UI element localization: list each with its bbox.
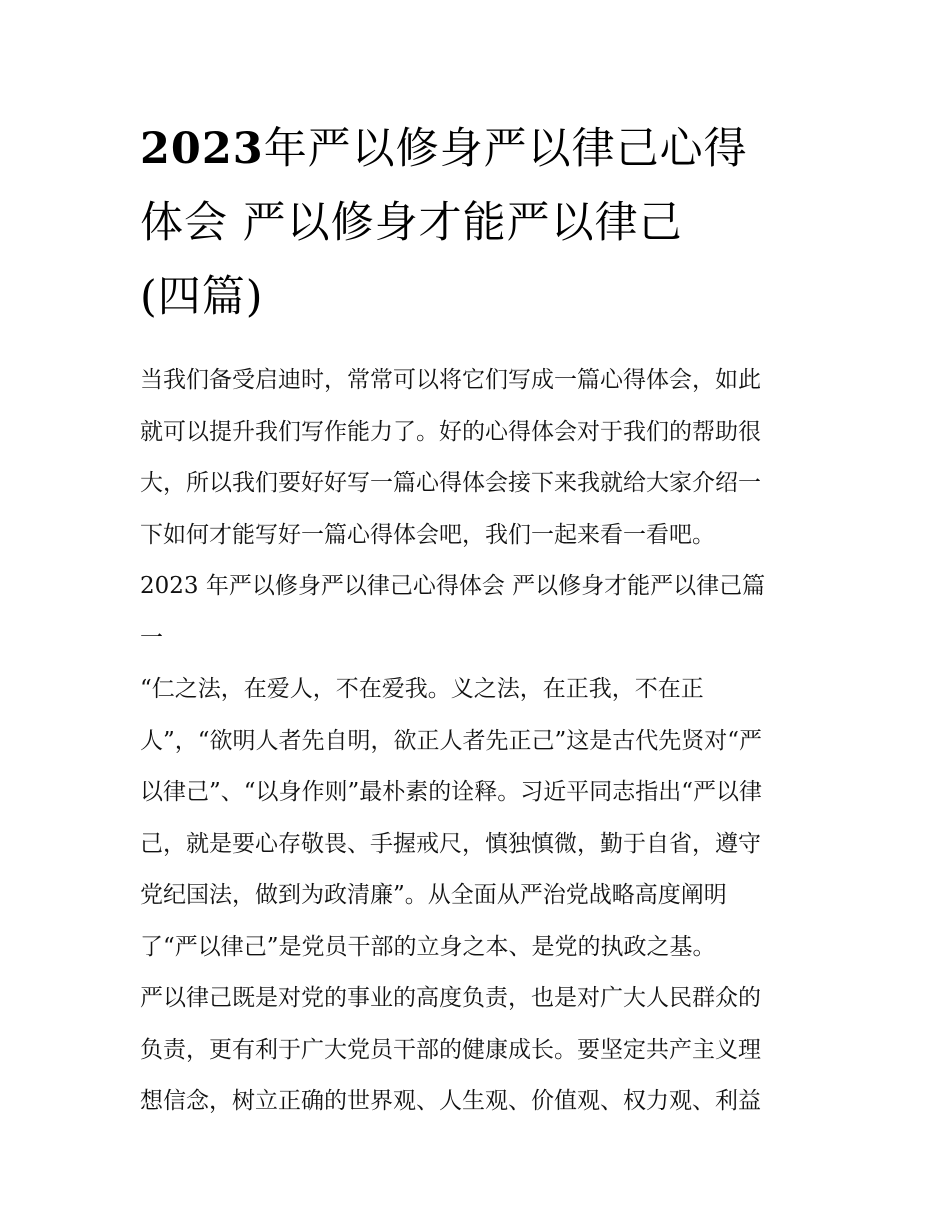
body-line: 以律己”、“以身作则”最朴素的诠释。习近平同志指出“严以律	[140, 779, 763, 805]
body-line: 下如何才能写好一篇心得体会吧，我们一起来看一看吧。	[140, 521, 715, 548]
title-line-1-text: 年严以修身严以律己心得	[263, 124, 748, 174]
body-line: 就可以提升我们写作能力了。好的心得体会对于我们的帮助很	[140, 418, 761, 445]
title-line-3: (四篇)	[140, 272, 264, 322]
section-heading-line: 一	[140, 624, 163, 651]
body-line: 想信念，树立正确的世界观、人生观、价值观、权力观、利益	[140, 1088, 761, 1114]
body-line: 人”，“欲明人者先自明，欲正人者先正己”这是古代先贤对“严	[140, 727, 763, 754]
body-line: “仁之法，在爱人，不在爱我。义之法，在正我，不在正	[140, 676, 704, 702]
body-line: 严以律己既是对党的事业的高度负责，也是对广大人民群众的	[140, 985, 761, 1011]
body-line: 党纪国法，做到为政清廉”。从全面从严治党战略高度阐明	[140, 882, 727, 908]
title-line-2: 体会 严以修身才能严以律己	[140, 198, 683, 248]
body-line: 当我们备受启迪时，常常可以将它们写成一篇心得体会，如此	[140, 367, 761, 393]
body-line: 己，就是要心存敬畏、手握戒尺，慎独慎微，勤于自省，遵守	[140, 830, 761, 857]
document-title	[140, 112, 820, 334]
title-line-1	[140, 112, 820, 186]
body-line: 负责，更有利于广大党员干部的健康成长。要坚定共产主义理	[140, 1036, 761, 1063]
body-line: 了“严以律己”是党员干部的立身之本、是党的执政之基。	[140, 933, 716, 960]
title-year: 2023	[140, 124, 264, 174]
section-heading-line: 2023 年严以修身严以律己心得体会 严以修身才能严以律己篇	[140, 573, 766, 599]
document-body	[140, 355, 830, 1128]
body-line: 大，所以我们要好好写一篇心得体会接下来我就给大家介绍一	[140, 470, 761, 496]
